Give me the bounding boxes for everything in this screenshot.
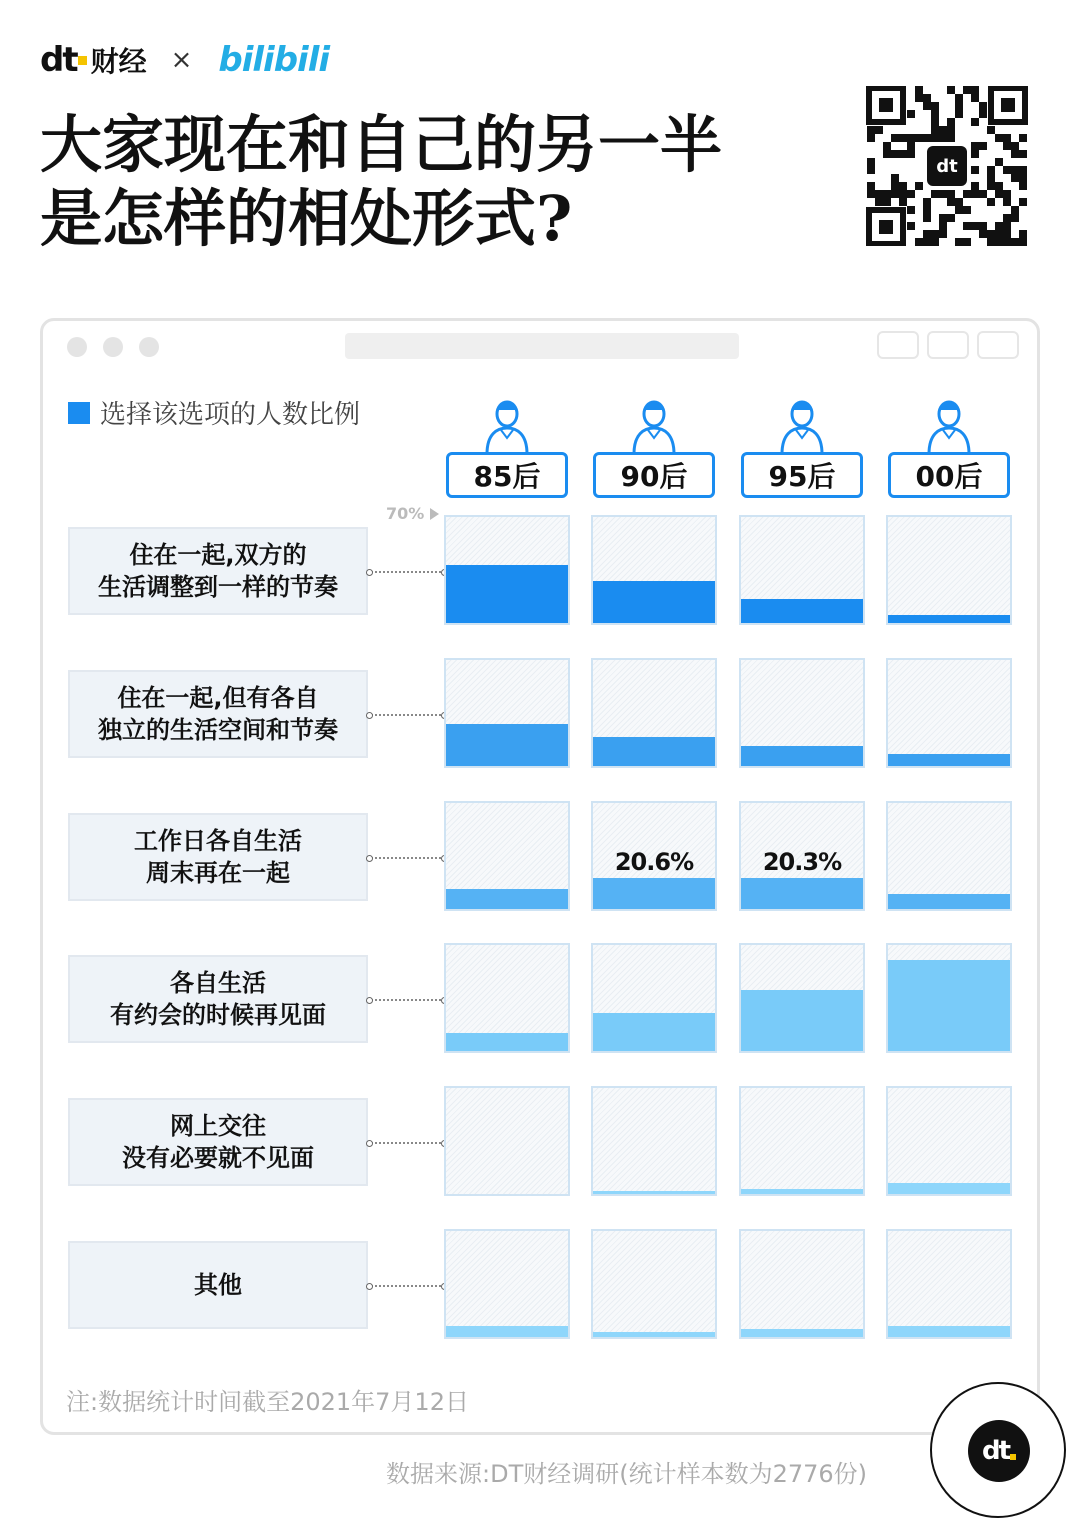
chart-cell (886, 1086, 1012, 1196)
row-label-line: 生活调整到一样的节奏 (98, 573, 338, 601)
close-dot-icon[interactable] (67, 337, 87, 357)
bar-fill (888, 960, 1010, 1051)
column-header (741, 396, 863, 502)
page-title (40, 108, 722, 256)
column-header (593, 396, 715, 502)
bar-fill (593, 737, 715, 766)
chart-cell (739, 658, 865, 768)
chart-cell (591, 1086, 717, 1196)
bar-fill (593, 878, 715, 909)
row-label (68, 1241, 368, 1329)
bar-fill (446, 724, 568, 766)
column-label: 85后 (446, 452, 568, 498)
chart-cell (444, 515, 570, 625)
column-header (446, 396, 568, 502)
column-header (888, 396, 1010, 502)
row-connector (368, 999, 444, 1001)
address-bar[interactable] (345, 333, 739, 359)
row-label (68, 813, 368, 901)
row-label-line: 有约会的时候再见面 (110, 1001, 326, 1029)
data-label: 20.6% (614, 848, 694, 876)
chart-cell (591, 658, 717, 768)
chart-cell (886, 943, 1012, 1053)
scale-arrow-icon (430, 508, 439, 520)
data-label: 20.3% (762, 848, 842, 876)
chart-cell (591, 515, 717, 625)
chart-cell (739, 515, 865, 625)
dt-logo: dt (40, 40, 77, 80)
bar-fill (446, 1326, 568, 1337)
logo-row (40, 38, 329, 82)
connector-dot (366, 1140, 373, 1147)
bar-fill (593, 1332, 715, 1337)
column-label: 95后 (741, 452, 863, 498)
title-line-1: 大家现在和自己的另一半 (40, 108, 723, 181)
title-line-2: 是怎样的相处形式? (40, 182, 573, 255)
column-label: 90后 (593, 452, 715, 498)
window-icon[interactable] (977, 331, 1019, 359)
person-icon (630, 396, 678, 454)
row-label-line: 其他 (194, 1271, 242, 1299)
row-label-line: 住在一起,双方的 (129, 541, 307, 569)
chart-cell (886, 801, 1012, 911)
connector-dot (366, 855, 373, 862)
dt-badge-icon (930, 1382, 1066, 1518)
bar-fill (741, 1189, 863, 1194)
bar-fill (446, 565, 568, 623)
chart-cell (739, 1086, 865, 1196)
row-connector (368, 1142, 444, 1144)
chart-cell (444, 1229, 570, 1339)
share-icon[interactable] (927, 331, 969, 359)
bar-fill (446, 1033, 568, 1051)
chart-cell (886, 515, 1012, 625)
row-connector (368, 714, 444, 716)
row-label-line: 住在一起,但有各自 (117, 684, 319, 712)
chart-cell (886, 1229, 1012, 1339)
chart-cell (739, 801, 865, 911)
row-label-line: 各自生活 (170, 969, 266, 997)
bar-fill (593, 1191, 715, 1194)
svg-text:dt: dt (936, 156, 958, 177)
dt-badge-inner: dt (968, 1420, 1030, 1482)
bar-fill (741, 599, 863, 623)
qr-code-icon[interactable] (866, 86, 1028, 246)
legend-swatch (68, 402, 90, 424)
connector-dot (366, 1283, 373, 1290)
bilibili-logo: bilibili (218, 40, 330, 80)
bar-fill (741, 1329, 863, 1337)
chart-cell (739, 1229, 865, 1339)
bar-fill (888, 1183, 1010, 1194)
row-label (68, 1098, 368, 1186)
row-connector (368, 857, 444, 859)
column-label: 00后 (888, 452, 1010, 498)
footnote: 注:数据统计时间截至2021年7月12日 (66, 1388, 469, 1416)
chart-cell (591, 1229, 717, 1339)
connector-dot (366, 569, 373, 576)
row-label (68, 955, 368, 1043)
chart-cell (591, 943, 717, 1053)
chart-cell (444, 943, 570, 1053)
chart-cell (444, 658, 570, 768)
brand-text: 财经 (90, 45, 147, 78)
row-label-line: 没有必要就不见面 (122, 1144, 314, 1172)
row-label-line: 工作日各自生活 (134, 827, 302, 855)
row-label (68, 527, 368, 615)
fullscreen-dot-icon[interactable] (139, 337, 159, 357)
scale-max-label: 70% (386, 504, 425, 523)
row-connector (368, 571, 444, 573)
times-sign: × (170, 45, 193, 75)
row-label-line: 网上交往 (170, 1112, 266, 1140)
connector-dot (366, 997, 373, 1004)
row-connector (368, 1285, 444, 1287)
chart-cell (444, 801, 570, 911)
bar-fill (593, 1013, 715, 1051)
chart-cell (739, 943, 865, 1053)
row-label-line: 独立的生活空间和节奏 (98, 716, 338, 744)
person-icon (925, 396, 973, 454)
window-toolbar (43, 321, 1037, 371)
legend (68, 394, 360, 431)
chart-cell (886, 658, 1012, 768)
chart-cell (444, 1086, 570, 1196)
bar-fill (593, 581, 715, 623)
row-label-line: 周末再在一起 (146, 859, 290, 887)
bar-fill (741, 990, 863, 1051)
connector-dot (366, 712, 373, 719)
data-source: 数据来源:DT财经调研(统计样本数为2776份) (386, 1460, 868, 1488)
bar-fill (446, 889, 568, 909)
chart-cell (591, 801, 717, 911)
bar-fill (888, 1326, 1010, 1337)
bar-fill (741, 878, 863, 909)
bar-fill (741, 746, 863, 766)
row-label (68, 670, 368, 758)
dt-logo-dot (78, 56, 87, 65)
bar-fill (888, 754, 1010, 766)
record-icon[interactable] (877, 331, 919, 359)
person-icon (483, 396, 531, 454)
person-icon (778, 396, 826, 454)
bar-fill (888, 894, 1010, 909)
legend-label: 选择该选项的人数比例 (100, 400, 361, 430)
minimize-dot-icon[interactable] (103, 337, 123, 357)
bar-fill (888, 615, 1010, 623)
